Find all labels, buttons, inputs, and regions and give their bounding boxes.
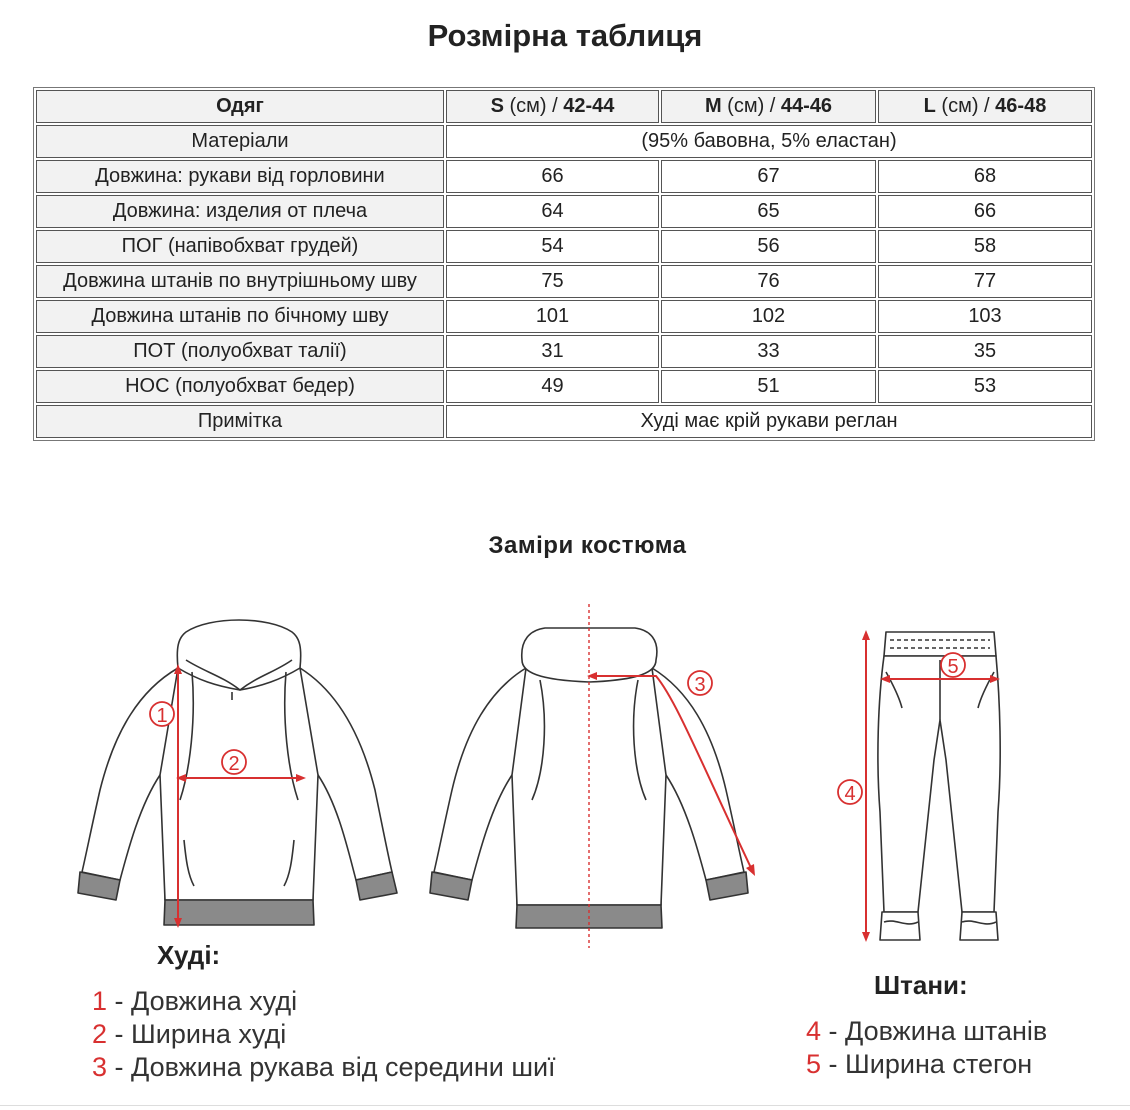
cell-s: 49 (446, 370, 659, 403)
row-label: Довжина штанів по внутрішньому шву (36, 265, 444, 298)
pants-legend-heading: Штани: (874, 970, 968, 1000)
page-title: Розмірна таблиця (427, 18, 703, 53)
bottom-divider (0, 1105, 1130, 1106)
cell-s: 75 (446, 265, 659, 298)
note-value: Худі має крій рукави реглан (446, 405, 1092, 438)
row-label: Довжина: рукави від горловини (36, 160, 444, 193)
cell-l: 68 (878, 160, 1092, 193)
row-label: Матеріали (36, 125, 444, 158)
cell-s: 101 (446, 300, 659, 333)
cell-s: 54 (446, 230, 659, 263)
table-row-note (36, 405, 1092, 438)
table-row (36, 335, 1092, 368)
marker-4: 4 (844, 783, 856, 805)
table-row (36, 370, 1092, 403)
size-table (33, 87, 1095, 441)
row-label: Примітка (36, 405, 444, 438)
table-row (36, 195, 1092, 228)
cell-m: 33 (661, 335, 876, 368)
marker-2: 2 (228, 753, 240, 775)
row-label: ПОГ (напівобхват грудей) (36, 230, 444, 263)
cell-l: 58 (878, 230, 1092, 263)
hoodie-legend-item-2: 2 - Ширина худі (92, 1019, 287, 1049)
header-size-m: M (см) / 44-46 (661, 90, 876, 123)
header-size-l: L (см) / 46-48 (878, 90, 1092, 123)
table-row-material (36, 125, 1092, 158)
cell-l: 103 (878, 300, 1092, 333)
cell-s: 64 (446, 195, 659, 228)
row-label: ПОТ (полуобхват талії) (36, 335, 444, 368)
hoodie-legend-item-1: 1 - Довжина худі (92, 986, 298, 1016)
hoodie-legend-item-3: 3 - Довжина рукава від середини шиї (92, 1052, 556, 1082)
cell-l: 35 (878, 335, 1092, 368)
hoodie-legend-heading: Худі: (157, 940, 221, 970)
cell-m: 76 (661, 265, 876, 298)
row-label: НОС (полуобхват бедер) (36, 370, 444, 403)
row-label: Довжина: изделия от плеча (36, 195, 444, 228)
material-value: (95% бавовна, 5% еластан) (446, 125, 1092, 158)
cell-m: 67 (661, 160, 876, 193)
cell-m: 56 (661, 230, 876, 263)
table-row (36, 265, 1092, 298)
cell-l: 77 (878, 265, 1092, 298)
measurement-diagram (0, 590, 1130, 960)
marker-3: 3 (694, 674, 706, 696)
table-row (36, 230, 1092, 263)
marker-1: 1 (156, 705, 168, 727)
measure-4-pants-length (838, 630, 870, 942)
cell-m: 51 (661, 370, 876, 403)
marker-5: 5 (947, 656, 959, 678)
cell-m: 102 (661, 300, 876, 333)
cell-l: 66 (878, 195, 1092, 228)
header-size-s: S (см) / 42-44 (446, 90, 659, 123)
cell-l: 53 (878, 370, 1092, 403)
cell-s: 31 (446, 335, 659, 368)
diagram-title: Заміри костюма (488, 532, 687, 559)
pants-legend-item-5: 5 - Ширина стегон (806, 1049, 1033, 1079)
table-row (36, 300, 1092, 333)
table-row (36, 160, 1092, 193)
cell-m: 65 (661, 195, 876, 228)
pants-legend-item-4: 4 - Довжина штанів (806, 1016, 1048, 1046)
table-header-row (36, 90, 1092, 123)
cell-s: 66 (446, 160, 659, 193)
row-label: Довжина штанів по бічному шву (36, 300, 444, 333)
header-clothing: Одяг (36, 90, 444, 123)
